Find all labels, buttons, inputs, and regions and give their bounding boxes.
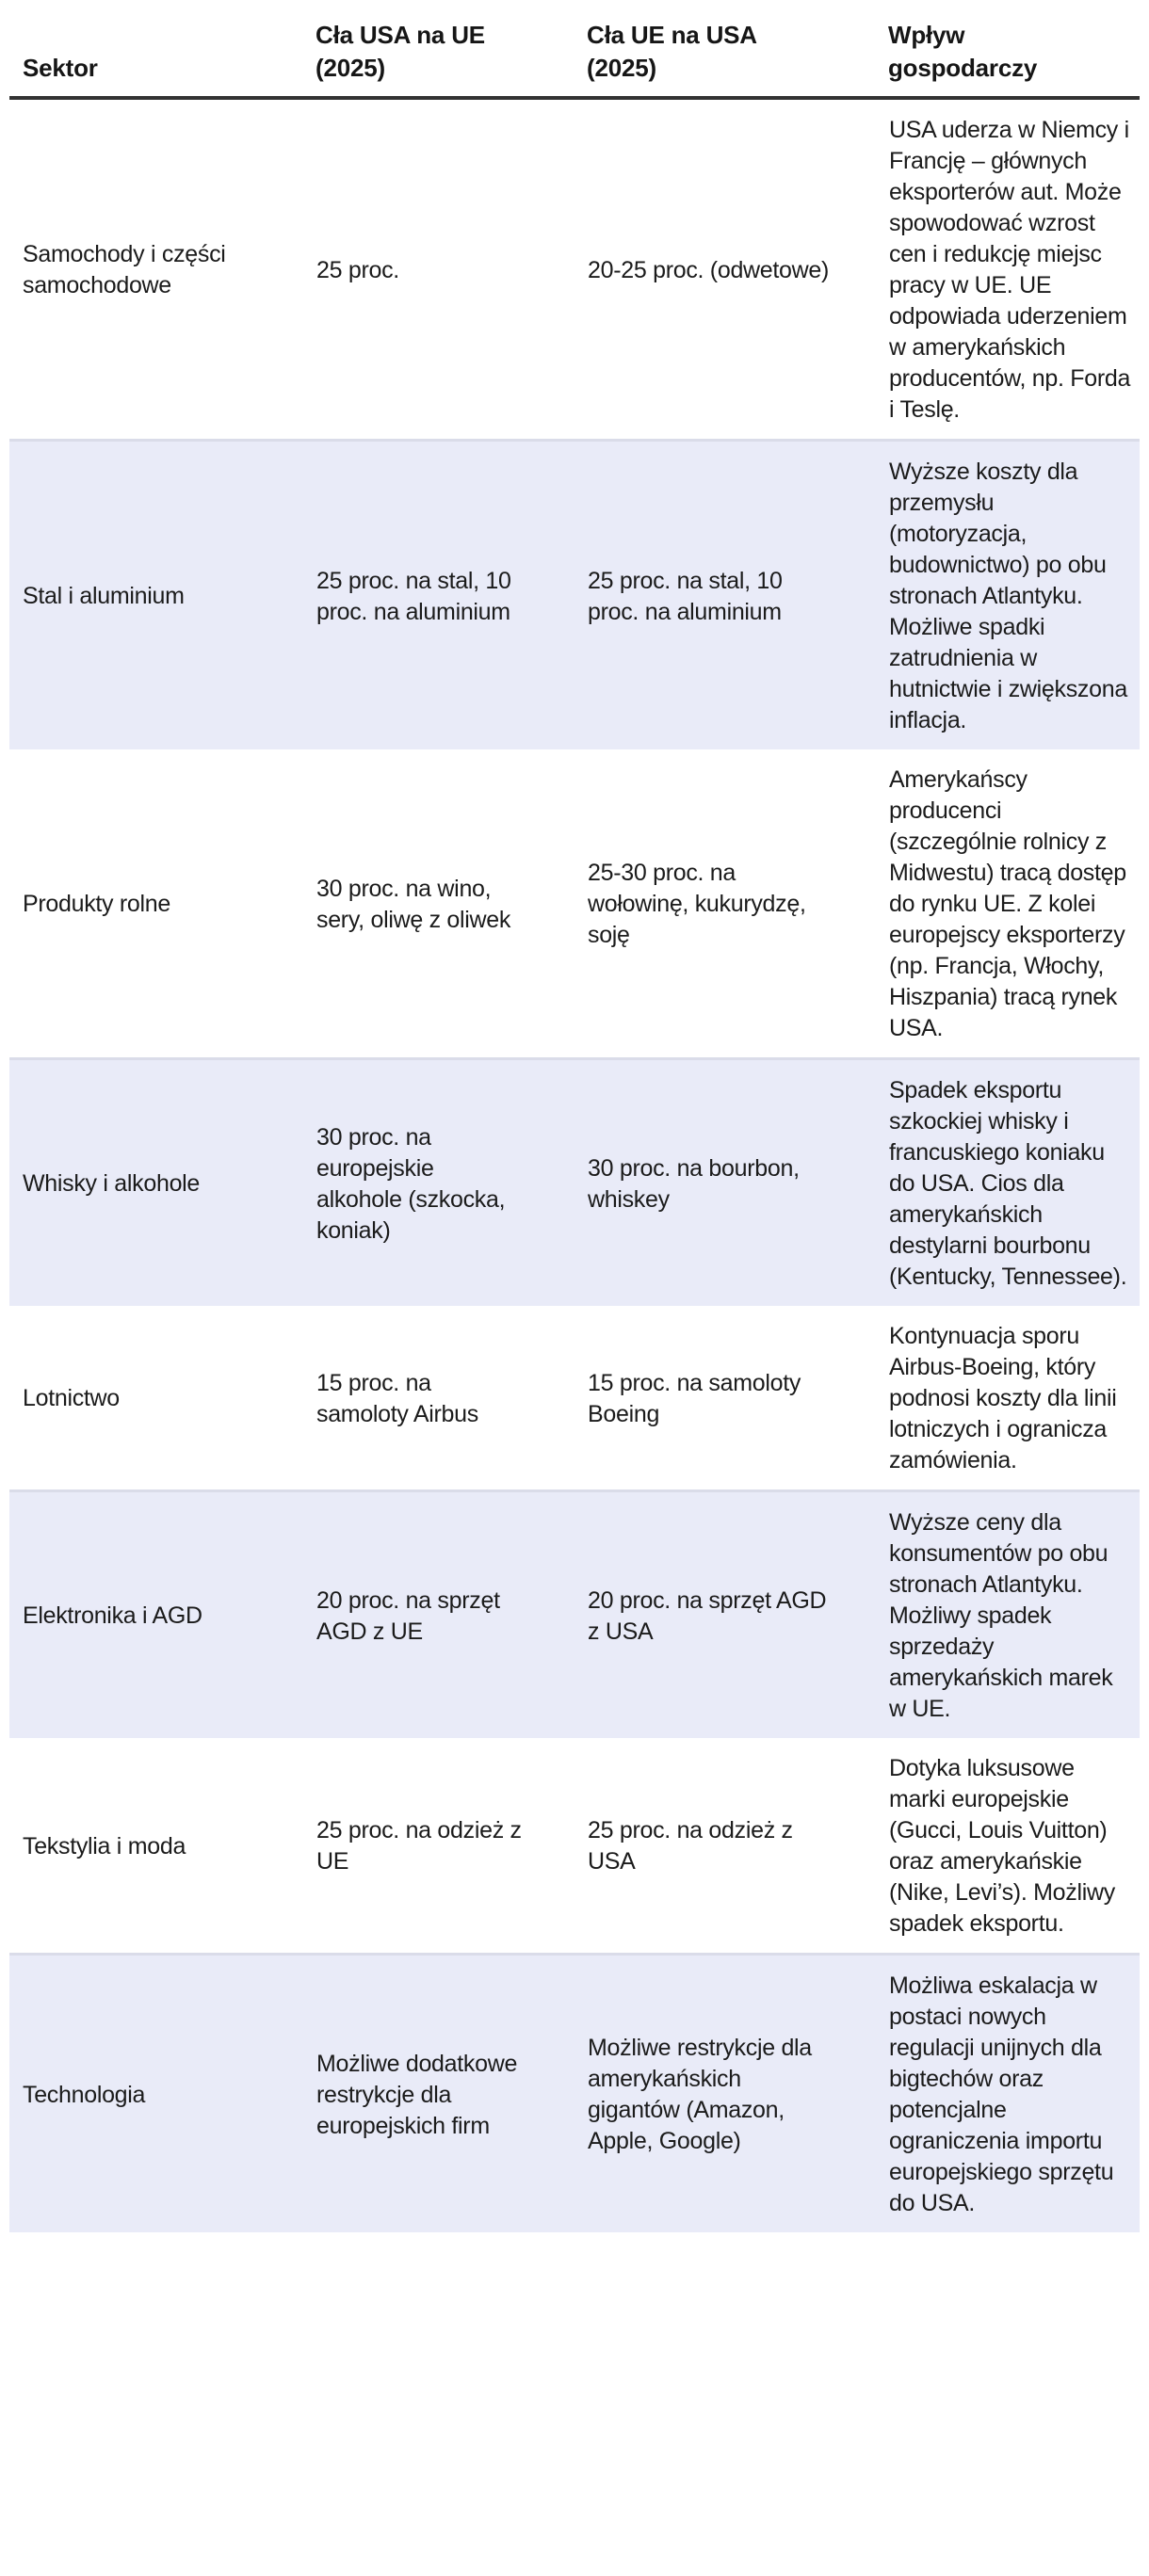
table-header <box>9 13 1140 98</box>
sector-cell: Stal i aluminium <box>23 583 185 609</box>
us-tariff-cell: 25 proc. <box>316 256 399 283</box>
us-tariff-cell: 20 proc. na sprzęt AGD z UE <box>316 1586 500 1645</box>
us-tariff-cell: 25 proc. na odzież z UE <box>316 1817 522 1875</box>
eu-tariff-cell: 25-30 proc. na wołowinę, kukurydzę, soję <box>588 860 806 948</box>
table-row-aviation <box>9 1306 1140 1491</box>
table-body <box>9 98 1140 2232</box>
eu-tariff-cell: 15 proc. na samoloty Boeing <box>588 1369 801 1427</box>
column-header-us-tariffs-on-eu: Cła USA na UE (2025) <box>316 21 485 82</box>
sector-cell: Whisky i alkohole <box>23 1170 201 1197</box>
impact-cell: Amerykańscy producenci (szczególnie rolnicy z Midwestu) tracą dostęp do rynku UE. Z kolei europejscy eksporterzy (np. Francja, Włochy, Hiszpania) tracą rynek USA. <box>889 766 1126 1041</box>
table-row-agriculture <box>9 749 1140 1059</box>
sector-cell: Technologia <box>23 2081 146 2108</box>
eu-tariff-cell: Możliwe restrykcje dla amerykańskich gigantów (Amazon, Apple, Google) <box>588 2035 812 2154</box>
sector-cell: Tekstylia i moda <box>23 1832 186 1860</box>
impact-cell: Wyższe koszty dla przemysłu (motoryzacja, budownictwo) po obu stronach Atlantyku. Możliwe spadki zatrudnienia w hutnictwie i zwiększona inflacja. <box>889 459 1127 733</box>
us-tariff-cell: 15 proc. na samoloty Airbus <box>316 1369 478 1427</box>
impact-cell: Wyższe ceny dla konsumentów po obu stronach Atlantyku. Możliwy spadek sprzedaży amerykańskich marek w UE. <box>889 1509 1113 1722</box>
impact-cell: Kontynuacja sporu Airbus-Boeing, który podnosi koszty dla linii lotniczych i ogranicza zamówienia. <box>889 1323 1117 1473</box>
header-row <box>9 13 1140 98</box>
sector-cell: Elektronika i AGD <box>23 1602 202 1629</box>
impact-cell: Możliwa eskalacja w postaci nowych regulacji unijnych dla bigtechów oraz potencjalne ograniczenia importu europejskiego sprzętu do USA. <box>889 1972 1114 2216</box>
us-tariff-cell: 25 proc. na stal, 10 proc. na aluminium <box>316 567 511 625</box>
table-row-cars <box>9 98 1140 441</box>
eu-tariff-cell: 25 proc. na stal, 10 proc. na aluminium <box>588 567 783 625</box>
eu-tariff-cell: 25 proc. na odzież z USA <box>588 1817 793 1875</box>
table-row-textiles-fashion <box>9 1738 1140 1955</box>
eu-tariff-cell: 20-25 proc. (odwetowe) <box>588 256 830 283</box>
us-tariff-cell: 30 proc. na europejskie alkohole (szkocka, koniak) <box>316 1123 506 1244</box>
sector-cell: Lotnictwo <box>23 1385 120 1411</box>
us-tariff-cell: Możliwe dodatkowe restrykcje dla europejskich firm <box>316 2050 518 2139</box>
us-tariff-cell: 30 proc. na wino, sery, oliwę z oliwek <box>316 875 511 933</box>
impact-cell: Spadek eksportu szkockiej whisky i francuskiego koniaku do USA. Cios dla amerykańskich destylarni bourbonu (Kentucky, Tennessee). <box>889 1077 1127 1290</box>
sector-cell: Produkty rolne <box>23 891 170 917</box>
us-eu-tariffs-table <box>9 13 1140 2232</box>
impact-cell: Dotyka luksusowe marki europejskie (Gucci, Louis Vuitton) oraz amerykańskie (Nike, Levi’s). Możliwy spadek eksportu. <box>889 1755 1115 1937</box>
column-header-eu-tariffs-on-us: Cła UE na USA (2025) <box>587 21 756 82</box>
table-row-electronics <box>9 1491 1140 1739</box>
column-header-economic-impact: Wpływ gospodarczy <box>888 21 1038 82</box>
table-row-steel-aluminium <box>9 441 1140 750</box>
impact-cell: USA uderza w Niemcy i Francję – głównych eksporterów aut. Może spowodować wzrost cen i redukcję miejsc pracy w UE. UE odpowiada uderzeniem w amerykańskich producentów, np. Forda i Teslę. <box>889 117 1131 423</box>
table-row-whisky-alcohol <box>9 1059 1140 1307</box>
column-header-sector: Sektor <box>23 54 98 82</box>
sector-cell: Samochody i części samochodowe <box>23 241 226 298</box>
eu-tariff-cell: 30 proc. na bourbon, whiskey <box>588 1154 800 1213</box>
eu-tariff-cell: 20 proc. na sprzęt AGD z USA <box>588 1586 827 1645</box>
table-row-technology <box>9 1955 1140 2233</box>
